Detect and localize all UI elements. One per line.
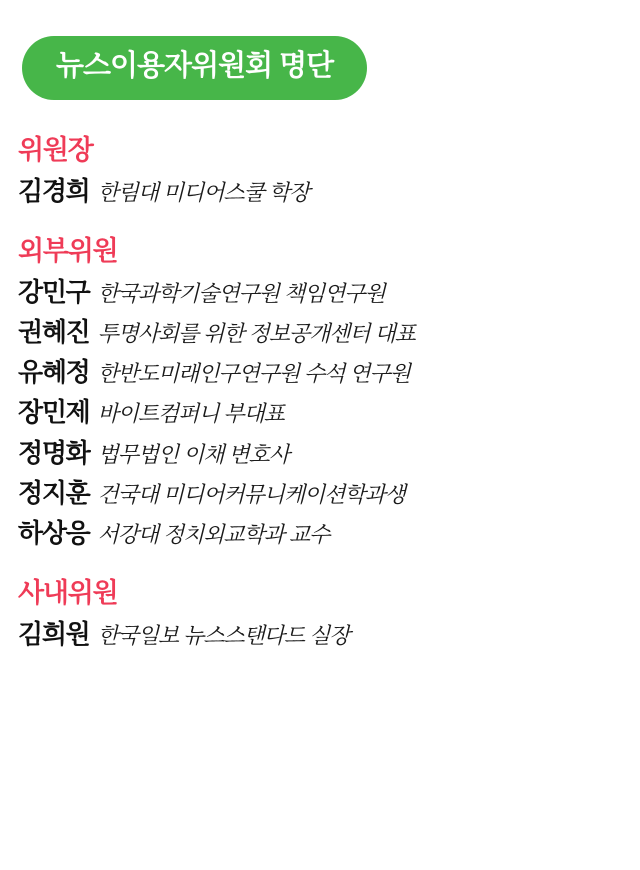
list-item xyxy=(18,518,626,549)
member-role: 한국일보 뉴스스탠다드 실장 xyxy=(97,622,350,648)
list-item xyxy=(18,438,626,469)
member-name: 강민구 xyxy=(18,276,90,307)
list-item xyxy=(18,317,626,348)
section-title-external: 외부위원 xyxy=(18,236,118,267)
member-role: 바이트컴퍼니 부대표 xyxy=(97,401,284,427)
member-name: 김경희 xyxy=(18,176,90,207)
list-item xyxy=(18,176,626,207)
list-item xyxy=(18,277,626,308)
member-role: 건국대 미디어커뮤니케이션학과생 xyxy=(97,481,405,507)
member-list-external xyxy=(18,277,626,549)
section-external xyxy=(18,237,626,549)
member-role: 투명사회를 위한 정보공개센터 대표 xyxy=(97,321,415,347)
member-name: 김희원 xyxy=(18,618,90,649)
member-name: 정명화 xyxy=(18,437,90,468)
member-name: 정지훈 xyxy=(18,477,90,508)
section-chair xyxy=(18,136,626,207)
section-title-chair: 위원장 xyxy=(18,135,93,166)
list-item xyxy=(18,397,626,428)
member-list-internal xyxy=(18,619,626,650)
member-role: 한림대 미디어스쿨 학장 xyxy=(97,180,309,206)
list-item xyxy=(18,619,626,650)
member-role: 법무법인 이채 변호사 xyxy=(97,441,289,467)
section-internal xyxy=(18,579,626,650)
list-item xyxy=(18,357,626,388)
section-title-internal: 사내위원 xyxy=(18,578,118,609)
member-name: 하상응 xyxy=(18,518,90,549)
member-role: 한국과학기술연구원 책임연구원 xyxy=(97,280,385,306)
member-name: 권혜진 xyxy=(18,317,90,348)
page-title-pill: 뉴스이용자위원회 명단 xyxy=(22,36,367,100)
member-role: 한반도미래인구연구원 수석 연구원 xyxy=(97,361,410,387)
member-name: 장민제 xyxy=(18,397,90,428)
member-name: 유혜정 xyxy=(18,357,90,388)
member-role: 서강대 정치외교학과 교수 xyxy=(97,522,330,548)
list-item xyxy=(18,478,626,509)
member-list-chair xyxy=(18,176,626,207)
